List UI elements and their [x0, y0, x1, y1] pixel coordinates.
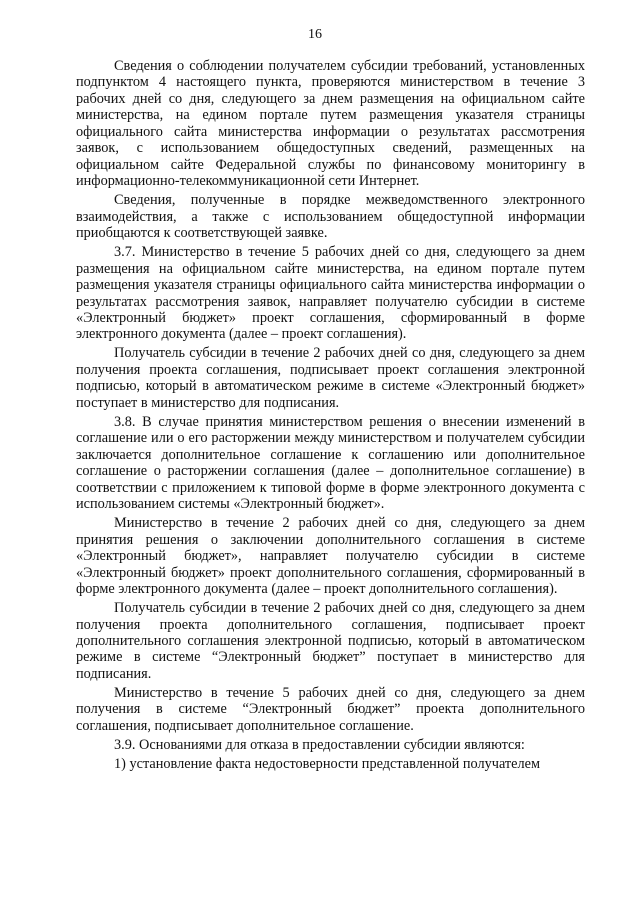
- paragraph: 1) установление факта недостоверности представленной получателем: [114, 755, 541, 772]
- paragraph: 3.9. Основаниями для отказа в предоставлении субсидии являются:: [114, 736, 525, 753]
- paragraph: Сведения, полученные в порядке межведомственного электронного взаимодействия, а также с использованием общедоступной информации приобщаются к соответствующей заявке.: [76, 192, 585, 242]
- document-body: [76, 58, 585, 772]
- paragraph: Министерство в течение 5 рабочих дней со дня, следующего за днем получения в системе “Электронный бюджет” проекта дополнительного соглашения, подписывает дополнительное соглашение.: [76, 684, 585, 734]
- paragraph: 3.7. Министерство в течение 5 рабочих дней со дня, следующего за днем размещения на официальном сайте министерства, на едином портале путем размещения указателя страницы официального сайта министерства информации о результатах рассмотрения заявок, направляет получателю субсидии в системе «Электронный бюджет» проект соглашения, сформированный в форме электронного документа (далее – проект соглашения).: [76, 244, 585, 343]
- paragraph: Министерство в течение 2 рабочих дней со дня, следующего за днем принятия решения о заключении дополнительного соглашения в системе «Электронный бюджет», направляет получателю субсидии в системе «Электронный бюджет» проект дополнительного соглашения, сформированный в форме электронного документа (далее – проект дополнительного соглашения).: [76, 515, 585, 598]
- page-number: 16: [308, 27, 322, 42]
- paragraph: 3.8. В случае принятия министерством решения о внесении изменений в соглашение или о его расторжении между министерством и получателем субсидии заключается дополнительное соглашение к соглашению или дополнительное соглашение о расторжении соглашения (далее – дополнительное соглашение) в соответствии с приложением к типовой форме в форме электронного документа с использованием системы «Электронный бюджет».: [76, 413, 585, 513]
- paragraph: Сведения о соблюдении получателем субсидии требований, установленных подпунктом 4 настоящего пункта, проверяются министерством в течение 3 рабочих дней со дня, следующего за днем размещения на официальном сайте министерства, на едином портале путем размещения указателя страницы официального сайта министерства информации о результатах рассмотрения заявок, с использованием общедоступных сведений, размещенных на официальном сайте Федеральной службы по финансовому мониторингу в информационно-телекоммуникационной сети Интернет.: [76, 58, 585, 190]
- paragraph: Получатель субсидии в течение 2 рабочих дней со дня, следующего за днем получения проекта дополнительного соглашения, подписывает проект дополнительного соглашения электронной подписью, который в автоматическом режиме в системе “Электронный бюджет” поступает в министерство для подписания.: [76, 600, 585, 682]
- paragraph: Получатель субсидии в течение 2 рабочих дней со дня, следующего за днем получения проекта соглашения, подписывает проект соглашения электронной подписью, который в автоматическом режиме в системе «Электронный бюджет» поступает в министерство для подписания.: [76, 345, 585, 411]
